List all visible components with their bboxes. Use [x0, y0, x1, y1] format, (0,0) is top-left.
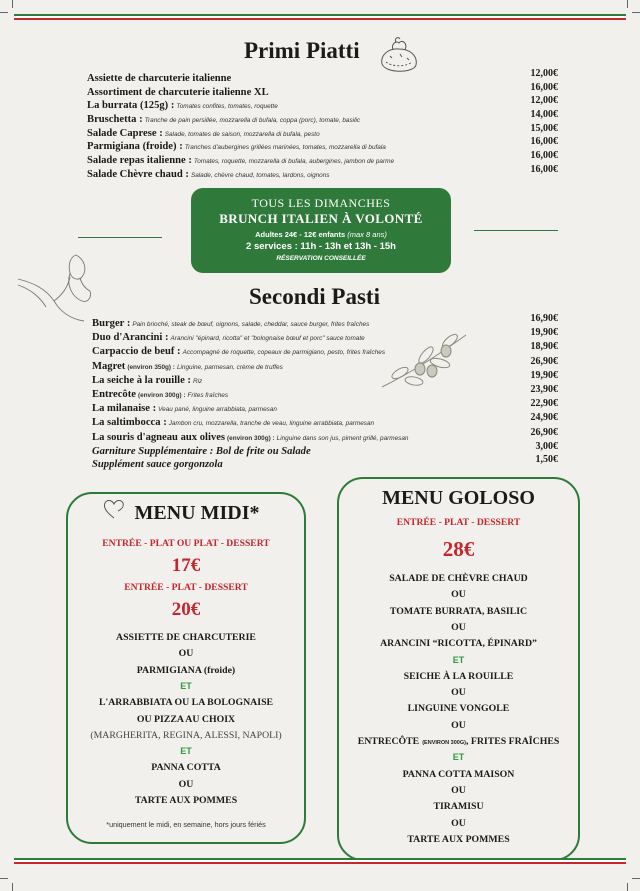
item-name: La souris d'agneau aux olives: [92, 431, 226, 443]
item-price: 19,90€: [530, 369, 558, 381]
item-name: Salade Chèvre chaud :: [87, 168, 189, 180]
menu-midi-box: [66, 492, 306, 844]
item-price: 16,00€: [530, 81, 558, 93]
item-price: 16,00€: [530, 150, 558, 162]
item-name: Assiette de charcuterie italienne: [87, 73, 232, 84]
brunch-line1: TOUS LES DIMANCHES: [251, 196, 391, 210]
item-price: 12,00€: [530, 68, 558, 79]
item-price: 16,90€: [530, 313, 558, 324]
extra-item-row: [92, 440, 558, 457]
crop-mark: [12, 883, 13, 891]
item-name: Bruschetta :: [87, 114, 143, 126]
item-name: La saltimbocca :: [92, 417, 167, 429]
brunch-prices: Adultes 24€ - 12€ enfants (max 8 ans): [255, 230, 387, 239]
connector-ou: OU: [451, 687, 466, 699]
item-price: 14,00€: [530, 109, 558, 121]
italian-flag-stripe-top: [14, 14, 626, 20]
item-description: Tomates, roquette, mozzarella di bufala, aubergines, jambon de parme: [193, 158, 394, 166]
hand-sketch-icon: [16, 245, 96, 325]
entrecote-weight-note: (ENVIRON 300G): [422, 740, 466, 746]
item-price: 23,90€: [530, 383, 558, 395]
item-description: Jambon cru, mozzarella, tranche de veau, linguine arrabbiata, parmesan: [168, 420, 375, 428]
item-description: Arancini "épinard, ricotta" et "bolognaise bœuf et porc" sauce tomate: [170, 335, 365, 343]
menu-item-row: [92, 427, 558, 441]
menu-goloso-formula: ENTRÉE - PLAT - DESSERT: [396, 517, 521, 528]
brunch-reservation: RÉSERVATION CONSEILLÉE: [276, 255, 366, 262]
crop-mark: [632, 878, 640, 879]
menu-goloso-box: [337, 477, 580, 861]
item-name: La burrata (125g) :: [87, 100, 175, 112]
item-price: 12,00€: [530, 95, 558, 107]
menu-midi-formula1: ENTRÉE - PLAT OU PLAT - DESSERT: [102, 538, 270, 549]
item-name: La milanaise :: [92, 403, 157, 415]
menu-line: PANNA COTTA: [151, 762, 221, 774]
extra-name: Supplément sauce gorgonzola: [92, 458, 223, 470]
connector-et: ET: [180, 680, 192, 691]
item-weight-note: (environ 350g) :: [127, 363, 175, 371]
crop-mark: [12, 0, 13, 8]
item-description: Tomates confites, tomates, roquette: [176, 103, 278, 111]
item-description: Tranches d'aubergines grillées marinées, tomates, mozzarella di bufala: [184, 144, 386, 152]
menu-item-row: [92, 412, 558, 429]
crop-mark: [627, 883, 628, 891]
connector-ou: OU: [451, 719, 466, 731]
connector-et: ET: [180, 746, 192, 757]
menu-line: TOMATE BURRATA, BASILIC: [389, 605, 528, 617]
menu-line: OU PIZZA AU CHOIX: [136, 713, 236, 725]
item-price: 16,00€: [530, 136, 558, 148]
connector-ou: OU: [178, 778, 194, 790]
divider-line: [474, 230, 558, 231]
secondi-title: Secondi Pasti: [249, 284, 380, 309]
extra-item-row: [92, 453, 558, 470]
menu-line: TIRAMISU: [433, 801, 484, 813]
entrecote-suffix: , FRITES FRAÎCHES: [465, 736, 560, 747]
crop-mark: [627, 0, 628, 8]
menu-item-row: [92, 356, 558, 370]
item-price: 26,90€: [530, 355, 558, 367]
item-description: Linguine, parmesan, crème de truffes: [176, 363, 283, 371]
menu-line: ASSIETTE DE CHARCUTERIE: [116, 632, 256, 643]
menu-midi-title: MENU MIDI*: [134, 502, 260, 524]
extra-price: 3,00€: [535, 440, 558, 452]
item-name: Assortiment de charcuterie italienne XL: [87, 86, 269, 98]
menu-line: TARTE AUX POMMES: [134, 795, 238, 806]
crop-mark: [0, 878, 8, 879]
menu-item-row: [87, 150, 558, 167]
item-description: Salade, chèvre chaud, tomates, lardons, oignons: [190, 171, 330, 179]
item-name: Magret: [92, 360, 126, 372]
item-name: Parmigiana (froide) :: [87, 141, 183, 153]
item-name: La seiche à la rouille :: [92, 374, 191, 386]
menu-item-row: [92, 327, 558, 344]
menu-item-row: [87, 109, 558, 126]
brunch-banner: [191, 188, 451, 273]
connector-ou: OU: [451, 589, 466, 601]
item-weight-note: (environ 300g) :: [137, 391, 186, 399]
menu-line: PARMIGIANA (froide): [136, 664, 236, 676]
menu-item-row: [92, 341, 558, 358]
connector-et: ET: [452, 654, 465, 665]
primi-title: Primi Piatti: [244, 38, 360, 63]
menu-item-row: [87, 95, 558, 112]
menu-item-row: [87, 82, 558, 96]
item-price: 16,00€: [530, 163, 558, 175]
menu-midi-price1: 17€: [171, 555, 201, 576]
item-price: 19,90€: [530, 327, 558, 339]
menu-goloso-price: 28€: [442, 537, 475, 561]
item-description: Pain brioché, steak de bœuf, oignons, salade, cheddar, sauce burger, frites fraîches: [132, 321, 370, 328]
item-price: 18,90€: [530, 341, 558, 353]
item-name: Salade Caprese :: [87, 127, 163, 139]
item-description: Linguine dans son jus, piment grillé, parmesan: [276, 434, 409, 442]
item-weight-note: (environ 300g) :: [227, 434, 275, 442]
item-description: Accompagné de roquette, copeaux de parmigiano, pesto, frites fraîches: [182, 349, 386, 357]
item-name: Burger :: [92, 318, 131, 329]
primi-list: [87, 68, 558, 178]
menu-item-row: [87, 68, 558, 82]
menu-line: ENTRECÔTE (ENVIRON 300G), FRITES FRAÎCHES: [357, 736, 560, 747]
item-name: Carpaccio de beuf :: [92, 346, 181, 358]
menu-item-row: [92, 398, 558, 415]
connector-ou: OU: [451, 817, 466, 829]
item-description: Veau pané, linguine arrabbiata, parmesan: [158, 406, 277, 414]
connector-ou: OU: [451, 621, 466, 633]
menu-line: LINGUINE VONGOLE: [407, 703, 510, 715]
item-price: 26,90€: [530, 426, 558, 438]
menu-line: (MARGHERITA, REGINA, ALESSI, NAPOLI): [90, 729, 282, 741]
extra-name: Garniture Supplémentaire : Bol de frite ou Salade: [92, 445, 311, 457]
menu-line: SEICHE À LA ROUILLE: [403, 670, 514, 682]
menu-item-row: [87, 123, 558, 137]
item-price: 22,90€: [530, 398, 558, 410]
item-description: Riz: [192, 377, 203, 385]
item-name: Duo d'Arancini :: [92, 332, 169, 344]
italian-flag-stripe-bottom: [14, 858, 626, 864]
extra-price: 1,50€: [535, 453, 558, 465]
menu-item-row: [92, 313, 558, 327]
connector-ou: OU: [451, 784, 466, 796]
item-name: Salade repas italienne :: [87, 155, 192, 167]
menu-midi-formula2: ENTRÉE - PLAT - DESSERT: [124, 582, 248, 593]
menu-item-row: [92, 384, 558, 398]
menu-line: L'ARRABBIATA OU LA BOLOGNAISE: [98, 697, 274, 709]
item-name: Entrecôte: [92, 388, 136, 400]
item-price: 15,00€: [530, 122, 558, 134]
menu-item-row: [87, 136, 558, 153]
brunch-services: 2 services : 11h - 13h et 13h - 15h: [246, 241, 396, 252]
divider-line: [78, 237, 162, 238]
menu-item-row: [92, 370, 558, 384]
menu-line: ARANCINI “RICOTTA, ÉPINARD”: [380, 638, 537, 650]
connector-et: ET: [452, 752, 465, 763]
item-price: 24,90€: [530, 412, 558, 424]
item-description: Frites fraîches: [187, 391, 229, 399]
menu-line: PANNA COTTA MAISON: [402, 768, 515, 780]
crop-mark: [632, 12, 640, 13]
secondi-list: [92, 313, 558, 470]
connector-ou: OU: [178, 648, 194, 660]
menu-line: TARTE AUX POMMES: [407, 833, 510, 845]
menu-line: SALADE DE CHÈVRE CHAUD: [389, 573, 528, 584]
menu-goloso-title: MENU GOLOSO: [382, 487, 535, 509]
menu-midi-price2: 20€: [171, 599, 201, 620]
item-description: Salade, tomates de saison, mozzarella di bufala, pesto: [164, 130, 320, 138]
brunch-line2: BRUNCH ITALIEN À VOLONTÉ: [219, 211, 423, 226]
menu-item-row: [87, 164, 558, 178]
crop-mark: [0, 12, 8, 13]
item-description: Tranche de pain persillée, mozzarella di bufala, coppa (porc), tomate, basilic: [144, 117, 361, 125]
menu-midi-footnote: *uniquement le midi, en semaine, hors jours fériés: [106, 820, 266, 829]
